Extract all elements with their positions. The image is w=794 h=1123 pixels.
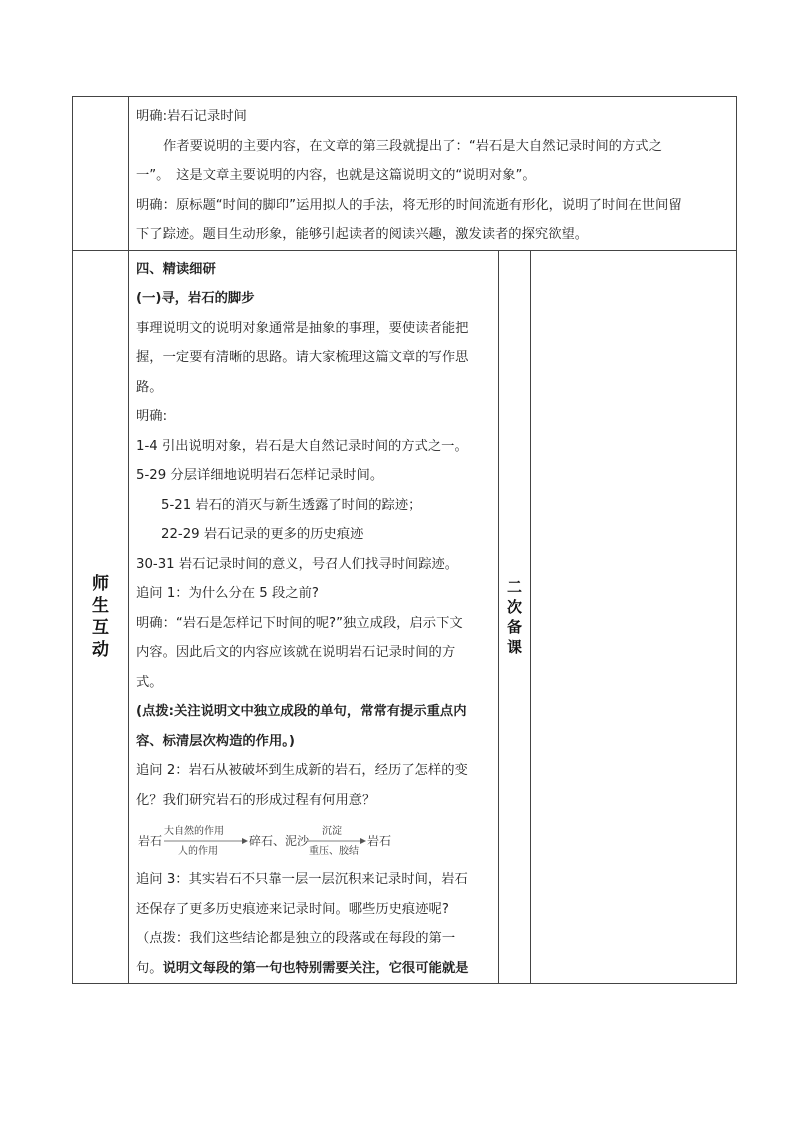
- tip-2-normal: 句。: [136, 960, 163, 976]
- diagram-start: 岩石: [138, 834, 163, 848]
- diagram-end: 岩石: [367, 834, 392, 848]
- row1-line: 一”。 这是文章主要说明的内容，也就是这篇说明文的“说明对象”。: [136, 168, 536, 183]
- tip-2-line: （点拨：我们这些结论都是独立的段落或在每段的第一: [136, 931, 456, 946]
- notes-cell: [531, 250, 737, 984]
- question-2-line: 化？我们研究岩石的形成过程有何用意？: [136, 792, 376, 808]
- lesson-plan-table: [72, 96, 737, 984]
- question-3-line: 还保存了更多历史痕迹来记录时间。哪些历史痕迹呢?: [136, 901, 449, 917]
- diagram-middle: 碎石、泥沙: [249, 834, 310, 848]
- clarify-label: 明确:: [136, 409, 168, 424]
- row1-line: 作者要说明的主要内容，在文章的第三段就提出了：“岩石是大自然记录时间的方式之: [163, 138, 662, 154]
- rock-formation-diagram: [138, 821, 490, 861]
- row1-label-cell: [73, 97, 129, 251]
- outline-line: 30-31 岩石记录时间的意义，号召人们找寻时间踪迹。: [136, 556, 459, 572]
- answer-1-line: 式。: [136, 674, 163, 690]
- second-prep-label: 二次备课: [506, 577, 522, 656]
- diagram-arrow1-top: 大自然的作用: [164, 826, 224, 837]
- diagram-arrowhead2: [360, 838, 366, 844]
- row2-label-cell: [73, 250, 129, 984]
- diagram-arrow2-top: 沉淀: [322, 826, 342, 837]
- section-subheading: (一)寻，岩石的脚步: [136, 291, 255, 306]
- row1-line: 明确：原标题“时间的脚印”运用拟人的手法，将无形的时间流逝有形化，说明了时间在世间留: [136, 197, 682, 213]
- outline-line: 5-21 岩石的消灭与新生透露了时间的踪迹；: [161, 497, 422, 513]
- table-row: [73, 250, 737, 984]
- table-row: [73, 97, 737, 251]
- row1-line: 明确:岩石记录时间: [136, 109, 247, 124]
- tip-2-line: [136, 954, 490, 984]
- answer-1-line: 明确：“岩石是怎样记下时间的呢?”独立成段，启示下文: [136, 615, 463, 631]
- row1-line: 下了踪迹。题目生动形象，能够引起读者的阅读兴趣，激发读者的探究欲望。: [136, 227, 589, 242]
- diagram-arrow1-bottom: 人的作用: [178, 846, 218, 857]
- question-1: 追问 1：为什么分在 5 段之前?: [136, 586, 319, 601]
- second-prep-label-cell: [499, 250, 531, 984]
- diagram-arrow2-bottom: 重压、胶结: [309, 846, 359, 857]
- question-2-line: 追问 2：岩石从被破坏到生成新的岩石，经历了怎样的变: [136, 763, 468, 778]
- row1-content-cell: [129, 97, 737, 251]
- tip-1-line: 容、标清层次构造的作用。): [136, 733, 295, 749]
- outline-line: 1-4 引出说明对象，岩石是大自然记录时间的方式之一。: [136, 438, 468, 454]
- paragraph-line: 路。: [136, 379, 163, 395]
- section-heading: 四、精读细研: [136, 261, 216, 277]
- diagram-arrowhead1: [242, 838, 248, 844]
- outline-line: 22-29 岩石记录的更多的历史痕迹: [161, 527, 364, 542]
- outline-line: 5-29 分层详细地说明岩石怎样记录时间。: [136, 468, 384, 483]
- answer-1-line: 内容。因此后文的内容应该就在说明岩石记录时间的方: [136, 645, 456, 660]
- paragraph-line: 事理说明文的说明对象通常是抽象的事理，要使读者能把: [136, 320, 469, 336]
- tip-1-line: (点拨:关注说明文中独立成段的单句，常常有提示重点内: [136, 704, 467, 719]
- question-3-line: 追问 3：其实岩石不只靠一层一层沉积来记录时间，岩石: [136, 872, 468, 887]
- tip-2-bold: 说明文每段的第一句也特别需要关注，它很可能就是: [162, 960, 469, 976]
- row2-content-cell: [129, 250, 499, 984]
- paragraph-line: 握，一定要有清晰的思路。请大家梳理这篇文章的写作思: [136, 350, 469, 365]
- section-label: 师生互动: [92, 573, 109, 660]
